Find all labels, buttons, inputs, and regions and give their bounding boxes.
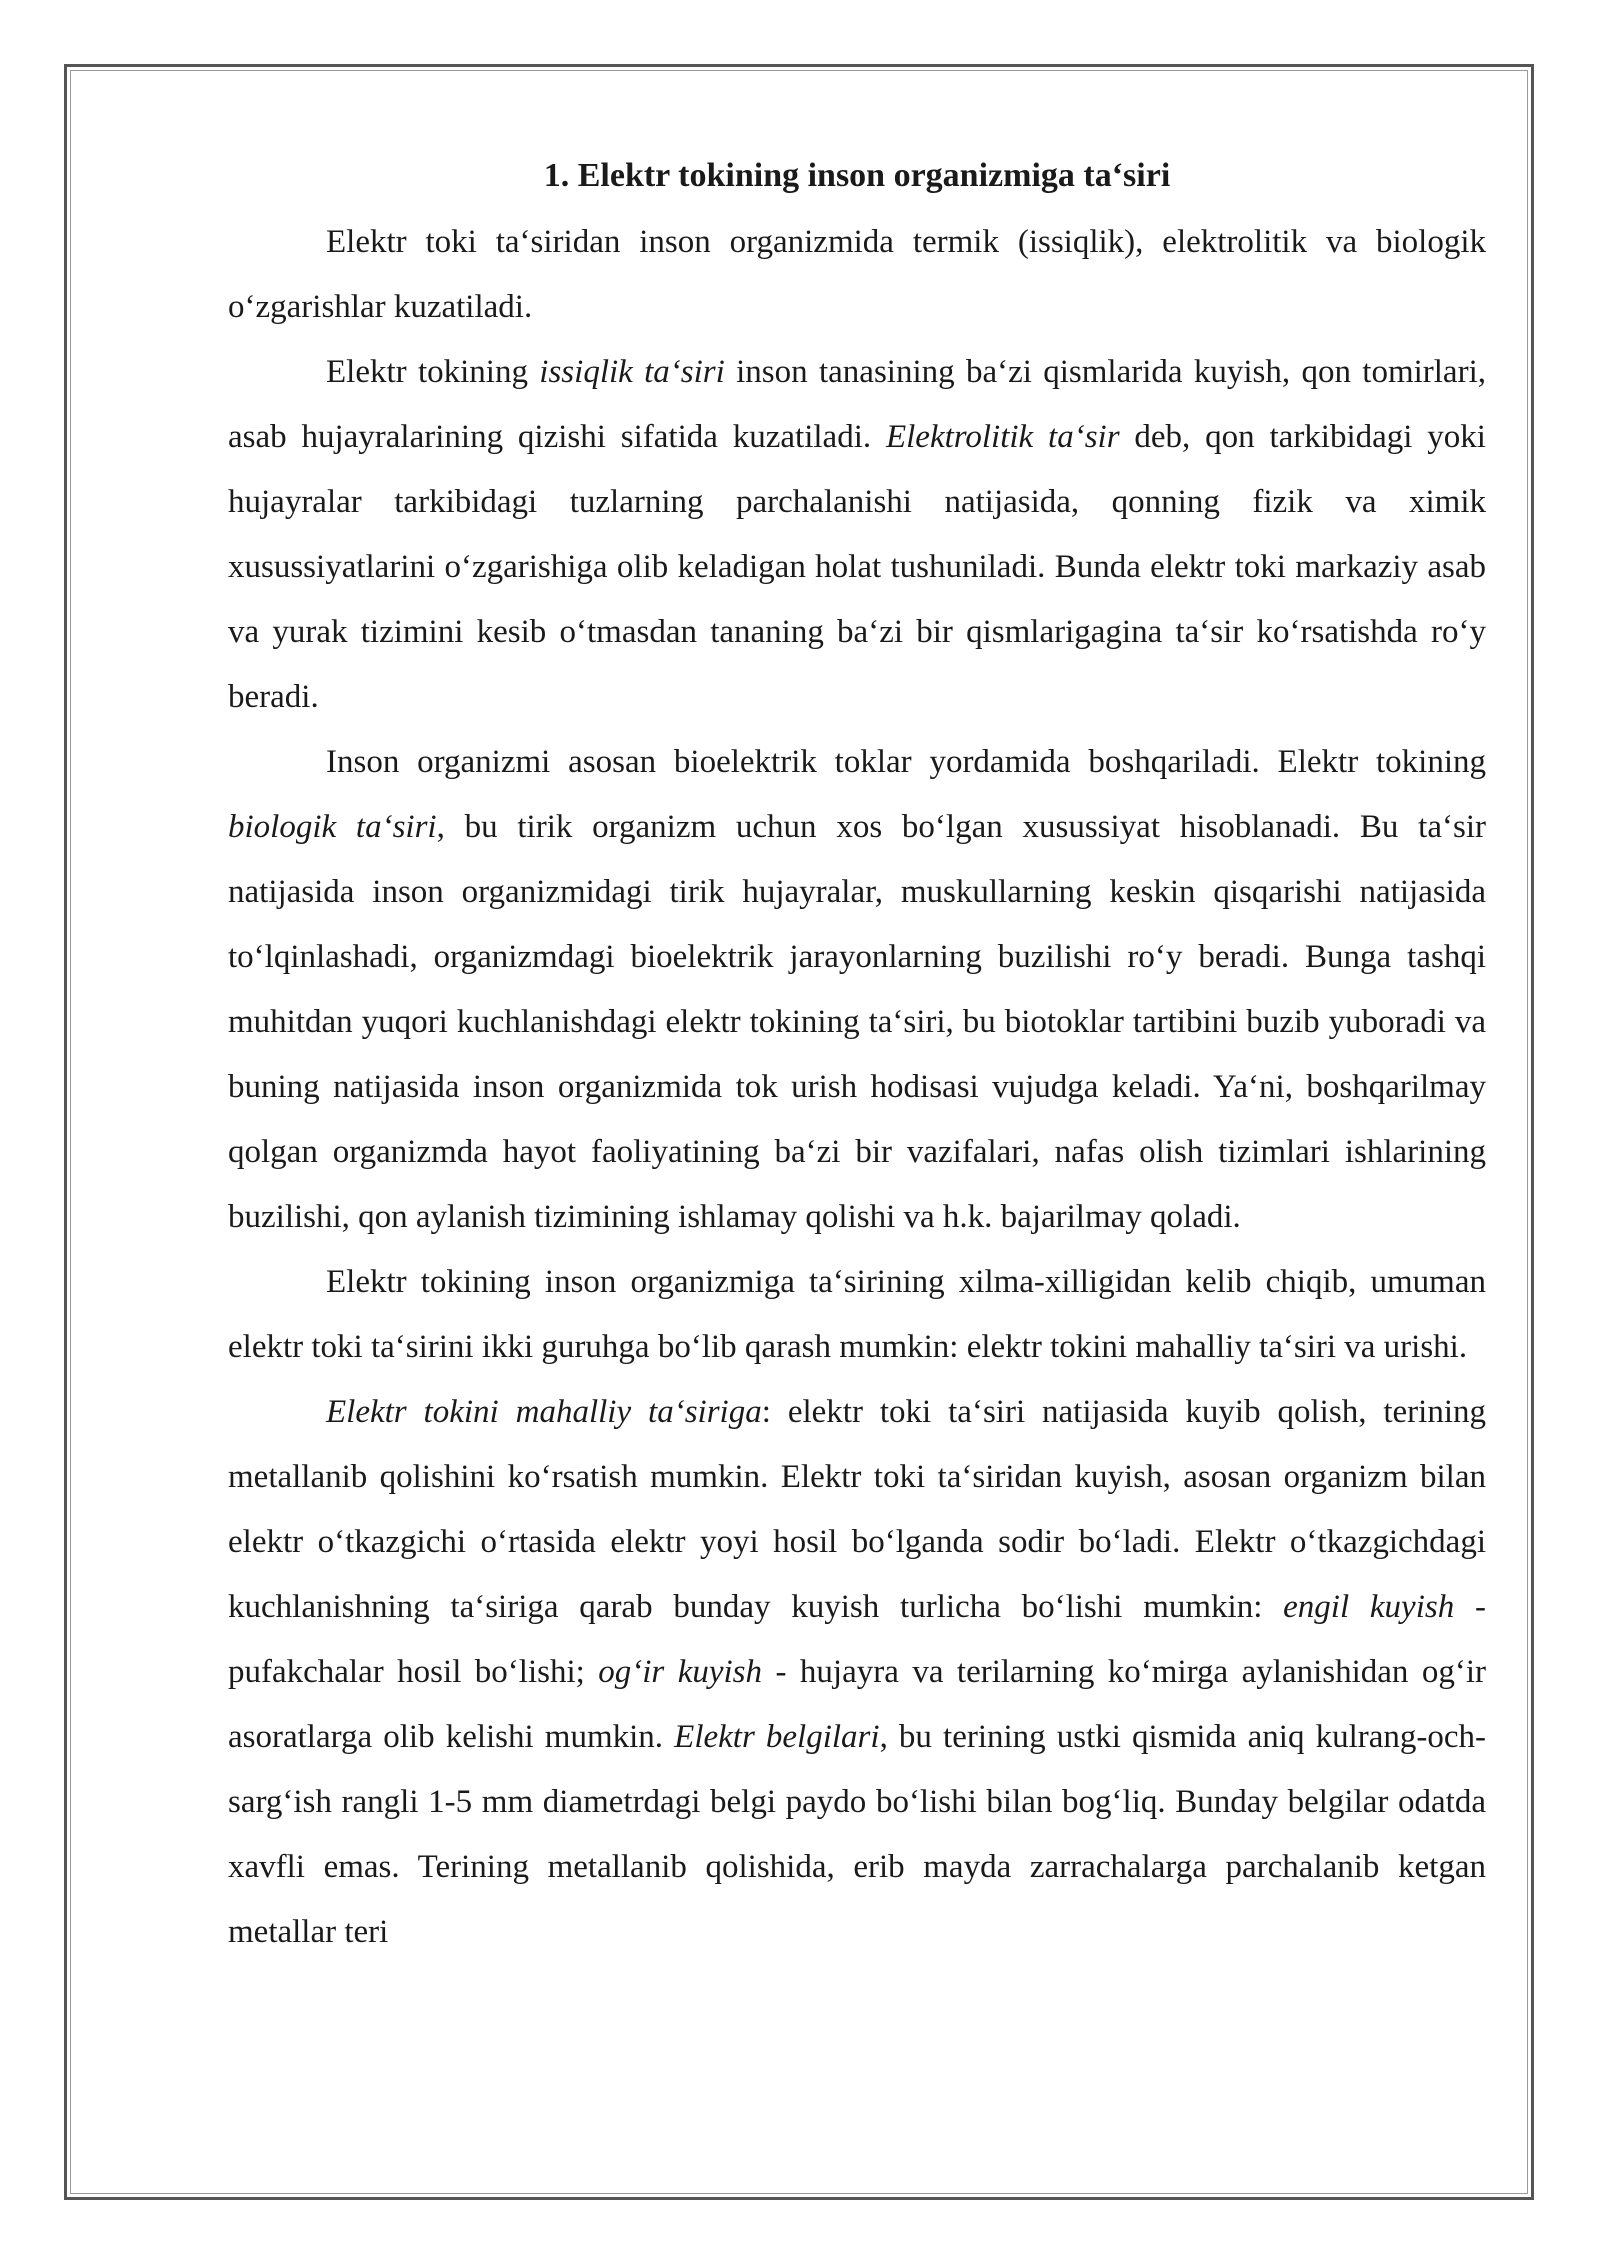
paragraph-1-text: Elektr toki ta‘siridan inson organizmida termik (issiqlik), elektrolitik va biologik o‘zgarishlar kuzatiladi. [228,224,1486,325]
paragraph-3 [228,730,1486,1250]
paragraph-5-term-local-effect: Elektr tokini mahalliy ta‘siriga [326,1394,762,1430]
document-body [228,148,1486,1965]
paragraph-2-term-heat-effect: issiqlik ta‘siri [539,354,725,390]
paragraph-5-term-severe-burn: og‘ir kuyish [598,1654,763,1690]
paragraph-2-text-2: inson tanasining ba‘zi qismlarida kuyish, qon tomirlari, asab hujayralarining qizishi sifatida kuzatiladi. [228,354,1486,455]
paragraph-5-text-3: - hujayra va terilarning ko‘mirga aylanishidan og‘ir asoratlarga olib kelishi mumkin. [228,1654,1486,1755]
paragraph-2-term-electrolytic: Elektrolitik ta‘sir [885,419,1120,455]
paragraph-5 [228,1380,1486,1965]
paragraph-4-text: Elektr tokining inson organizmiga ta‘sirining xilma-xilligidan kelib chiqib, umuman elektr toki ta‘sirini ikki guruhga bo‘lib qarash mumkin: elektr tokini mahalliy ta‘siri va urishi. [228,1264,1486,1365]
section-heading: 1. Elektr tokining inson organizmiga ta‘siri [543,157,1171,194]
paragraph-5-term-light-burn: engil kuyish [1283,1589,1455,1625]
paragraph-2-text-1: Elektr tokining [326,354,540,390]
paragraph-2-text-3: deb, qon tarkibidagi yoki hujayralar tarkibidagi tuzlarning parchalanishi natijasida, qonning fizik va ximik xusussiyatlarini o‘zgarishiga olib keladigan holat tushuniladi. Bunda elektr toki markaziy asab va yurak tizimini kesib o‘tmasdan tananing ba‘zi bir qismlarigagina ta‘sir ko‘rsatishda ro‘y beradi. [228,419,1486,715]
paragraph-5-text-2: - pufakchalar hosil bo‘lishi; [228,1589,1486,1690]
paragraph-1 [228,210,1486,340]
paragraph-3-text-1: Inson organizmi asosan bioelektrik toklar yordamida boshqariladi. Elektr tokining [326,744,1486,780]
paragraph-5-term-electric-marks: Elektr belgilari [674,1719,880,1755]
paragraph-5-text-4: , bu terining ustki qismida aniq kulrang-och-sarg‘ish rangli 1-5 mm diametrdagi belgi paydo bo‘lishi bilan bog‘liq. Bunday belgilar odatda xavfli emas. Terining metallanib qolishida, erib mayda zarrachalarga parchalanib ketgan metallar teri [228,1719,1486,1950]
paragraph-3-text-2: , bu tirik organizm uchun xos bo‘lgan xusussiyat hisoblanadi. Bu ta‘sir natijasida inson organizmidagi tirik hujayralar, muskullarning keskin qisqarishi natijasida to‘lqinlashadi, organizmdagi bioelektrik jarayonlarning buzilishi ro‘y beradi. Bunga tashqi muhitdan yuqori kuchlanishdagi elektr tokining ta‘siri, bu biotoklar tartibini buzib yuboradi va buning natijasida inson organizmida tok urish hodisasi vujudga keladi. Ya‘ni, boshqarilmay qolgan organizmda hayot faoliyatining ba‘zi bir vazifalari, nafas olish tizimlari ishlarining buzilishi, qon aylanish tizimining ishlamay qolishi va h.k. bajarilmay qoladi. [228,809,1486,1235]
paragraph-3-term-biological: biologik ta‘siri [228,809,437,845]
paragraph-2 [228,340,1486,730]
paragraph-5-text-1: : elektr toki ta‘siri natijasida kuyib qolish, terining metallanib qolishini ko‘rsatish mumkin. Elektr toki ta‘siridan kuyish, asosan organizm bilan elektr o‘tkazgichi o‘rtasida elektr yoyi hosil bo‘lganda sodir bo‘ladi. Elektr o‘tkazgichdagi kuchlanishning ta‘siriga qarab bunday kuyish turlicha bo‘lishi mumkin: [228,1394,1487,1625]
paragraph-4 [228,1250,1486,1380]
